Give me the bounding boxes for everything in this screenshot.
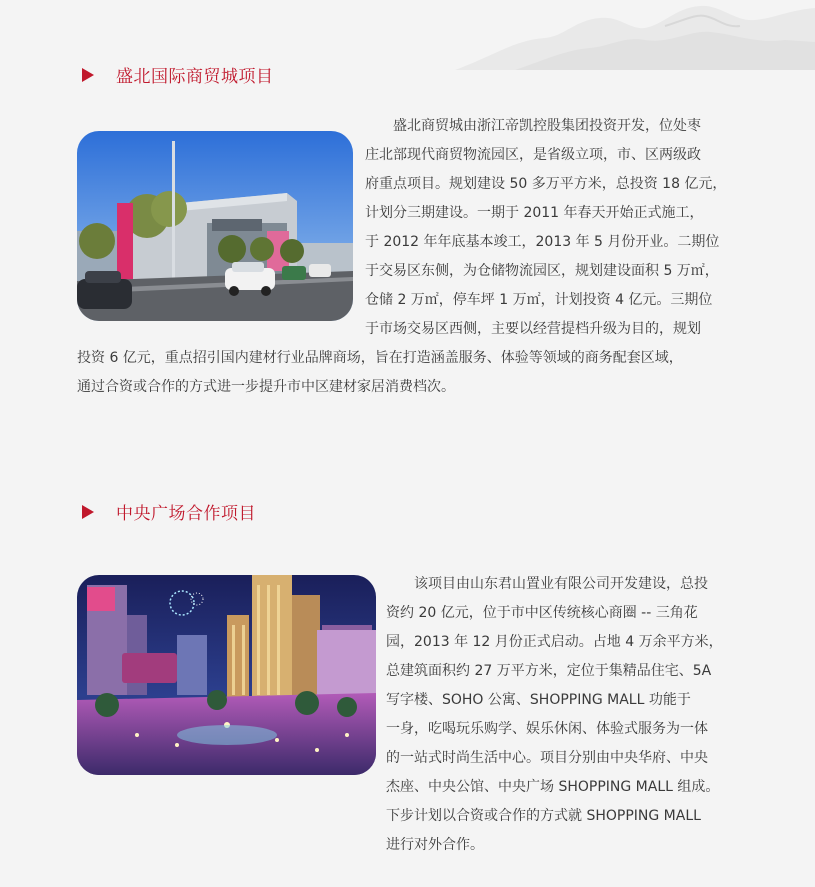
section1-line: 盛北商贸城由浙江帝凯控股集团投资开发，位处枣 [393,118,701,134]
section1-line: 于市场交易区西侧，主要以经营提档升级为目的，规划 [365,321,701,337]
section-title-central-plaza [82,499,256,524]
section2-line: 资约 20 亿元，位于市中区传统核心商圈 -- 三角花 [386,605,698,621]
mountain-decoration [455,0,815,70]
night-plaza-photo [77,575,376,775]
section2-line: 的一站式时尚生活中心。项目分别由中央华府、中央 [386,750,708,766]
section1-line: 庄北部现代商贸物流园区，是省级立项，市、区两级政 [365,147,701,163]
section1-line: 于交易区东侧，为仓储物流园区，规划建设面积 5 万㎡， [365,263,719,279]
section-title-text: 盛北国际商贸城项目 [116,67,274,87]
section2-line: 进行对外合作。 [386,837,484,853]
section1-line: 于 2012 年年底基本竣工，2013 年 5 月份开业。二期位 [365,234,720,250]
triangle-bullet-icon [82,505,94,519]
section2-paragraph [386,570,740,860]
section-title-text: 中央广场合作项目 [116,504,256,524]
building-photo [77,131,353,321]
triangle-bullet-icon [82,68,94,82]
section2-line: 园，2013 年 12 月份正式启动。占地 4 万余平方米， [386,634,723,650]
section1-line: 计划分三期建设。一期于 2011 年春天开始正式施工， [365,205,704,221]
section1-line: 通过合资或合作的方式进一步提升市中区建材家居消费档次。 [77,379,455,395]
section1-line: 府重点项目。规划建设 50 多万平方米，总投资 18 亿元， [365,176,727,192]
section1-line: 投资 6 亿元，重点招引国内建材行业品牌商场，旨在打造涵盖服务、体验等领域的商务配套区域， [77,350,683,366]
section2-line: 一身，吃喝玩乐购学、娱乐休闲、体验式服务为一体 [386,721,708,737]
section1-paragraph-top [365,112,740,344]
section2-line: 总建筑面积约 27 万平方米，定位于集精品住宅、5A [386,663,712,679]
section1-line: 仓储 2 万㎡，停车坪 1 万㎡，计划投资 4 亿元。三期位 [365,292,713,308]
section2-line: 下步计划以合资或合作的方式就 SHOPPING MALL [386,808,701,824]
section2-line: 该项目由山东君山置业有限公司开发建设，总投 [414,576,708,592]
section1-paragraph-bottom [77,344,742,402]
section-title-shengbei [82,62,274,87]
section2-line: 杰座、中央公馆、中央广场 SHOPPING MALL 组成。 [386,779,720,795]
section2-line: 写字楼、SOHO 公寓、SHOPPING MALL 功能于 [386,692,691,708]
